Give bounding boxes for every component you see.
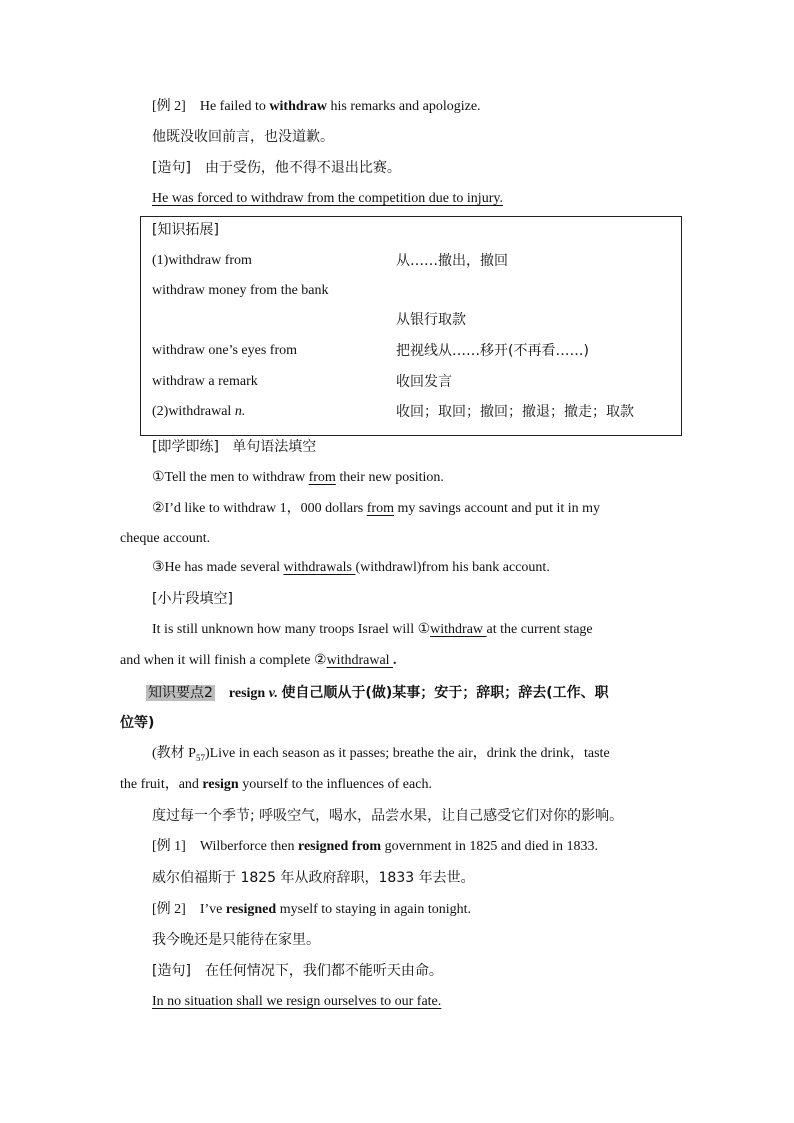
kb-row2-cn: 从银行取款 — [396, 312, 466, 328]
answer-blank: from — [308, 470, 336, 485]
kb-row3-en: withdraw one’s eyes from — [152, 343, 298, 358]
example-2-resign-translation: 我今晚还是只能待在家里。 — [152, 932, 320, 948]
quote-text: yourself to the influences of each. — [238, 777, 432, 792]
kb-row5-word: (2)withdrawal — [152, 404, 235, 419]
page-number: 57 — [195, 752, 205, 763]
part-of-speech: n. — [234, 404, 246, 419]
quote-text: )Live in each season as it passes; breathe the air，drink the drink，taste — [204, 746, 610, 761]
example-text: I’ve — [199, 902, 226, 917]
kb-row5-cn: 收回；取回；撤回；撤退；撤走；取款 — [396, 404, 634, 420]
knowledge-expansion-title: [知识拓展] — [152, 222, 219, 238]
quote-text: the fruit，and — [120, 777, 203, 792]
practice-title: 单句语法填空 — [232, 439, 317, 455]
question-text: (withdrawl)from his bank account. — [355, 560, 550, 575]
kb-row1-en: (1)withdraw from — [152, 253, 252, 268]
question-3 — [152, 558, 550, 578]
keyword: withdraw — [269, 99, 327, 114]
keyword: resign — [228, 686, 266, 701]
example-text: He failed to — [199, 99, 270, 114]
example-1-resign-translation: 威尔伯福斯于 1825 年从政府辞职，1833 年去世。 — [152, 870, 475, 886]
quote-text: (教材 P — [152, 746, 196, 761]
kb-row5-en — [152, 402, 245, 422]
example-text: government in 1825 and died in 1833. — [381, 839, 599, 854]
fragment-text: . — [393, 653, 397, 668]
example-label: [例 1] — [152, 839, 186, 854]
answer-blank: from — [366, 501, 394, 516]
example-label: [例 2] — [152, 99, 186, 114]
example-label: [例 2] — [152, 902, 186, 917]
example-2-translation: 他既没收回前言，也没道歉。 — [152, 129, 334, 145]
question-text: ①Tell the men to withdraw — [152, 470, 309, 485]
keyword: resign — [202, 777, 239, 792]
kb-row3-cn: 把视线从……移开(不再看……) — [396, 343, 589, 359]
example-2-resign — [152, 900, 471, 920]
example-1-resign — [152, 837, 598, 857]
answer-blank: withdrawals — [283, 560, 356, 575]
keyword: resigned — [225, 902, 277, 917]
question-text: ③He has made several — [152, 560, 284, 575]
sentence-making-2-answer: In no situation shall we resign ourselves to our fate. — [152, 994, 442, 1009]
example-2-withdraw — [152, 97, 481, 117]
fragment-line-1 — [152, 620, 593, 640]
sentence-making-1-answer: He was forced to withdraw from the competition due to injury. — [152, 191, 503, 206]
practice-label: [即学即练] — [152, 439, 219, 455]
zaoju-label: [造句] — [152, 160, 191, 176]
part-of-speech: v. — [268, 686, 278, 701]
question-2 — [152, 499, 600, 519]
fragment-heading: [小片段填空] — [152, 591, 233, 607]
kb-row4-en: withdraw a remark — [152, 374, 258, 389]
knowledge-point-2 — [146, 683, 609, 704]
example-text: Wilberforce then — [199, 839, 298, 854]
sentence-making-2 — [152, 961, 443, 982]
definition: 使自己顺从于(做)某事；安于；辞职；辞去(工作、职 — [281, 685, 609, 701]
knowledge-point-tag: 知识要点2 — [148, 685, 213, 701]
zaoju-prompt: 在任何情况下，我们都不能听天由命。 — [204, 963, 443, 979]
keyword: resigned from — [298, 839, 382, 854]
answer-blank: withdrawal — [326, 653, 394, 668]
zaoju-prompt: 由于受伤，他不得不退出比赛。 — [204, 160, 401, 176]
example-text: his remarks and apologize. — [326, 99, 481, 114]
textbook-quote-line-2 — [120, 775, 432, 795]
knowledge-point-2-continued: 位等) — [120, 715, 155, 731]
question-2-continued: cheque account. — [120, 531, 211, 546]
fragment-line-2 — [120, 651, 397, 671]
fragment-text: It is still unknown how many troops Israel will ① — [152, 622, 431, 637]
textbook-quote-line-1 — [152, 744, 610, 768]
question-text: ②I’d like to withdraw 1，000 dollars — [152, 501, 367, 516]
kb-row4-cn: 收回发言 — [396, 374, 452, 390]
textbook-quote-translation: 度过每一个季节; 呼吸空气，喝水，品尝水果，让自己感受它们对你的影响。 — [152, 808, 624, 824]
zaoju-label: [造句] — [152, 963, 191, 979]
question-1 — [152, 468, 444, 488]
question-text: my savings account and put it in my — [393, 501, 601, 516]
question-text: their new position. — [335, 470, 444, 485]
fragment-text: and when it will finish a complete ② — [120, 653, 327, 668]
example-text: myself to staying in again tonight. — [276, 902, 471, 917]
sentence-making-1 — [152, 158, 401, 179]
practice-heading — [152, 437, 316, 457]
fragment-text: at the current stage — [486, 622, 593, 637]
answer-blank: withdraw — [430, 622, 487, 637]
kb-row1-cn: 从……撤出，撤回 — [396, 253, 508, 269]
kb-row2-en: withdraw money from the bank — [152, 283, 329, 298]
